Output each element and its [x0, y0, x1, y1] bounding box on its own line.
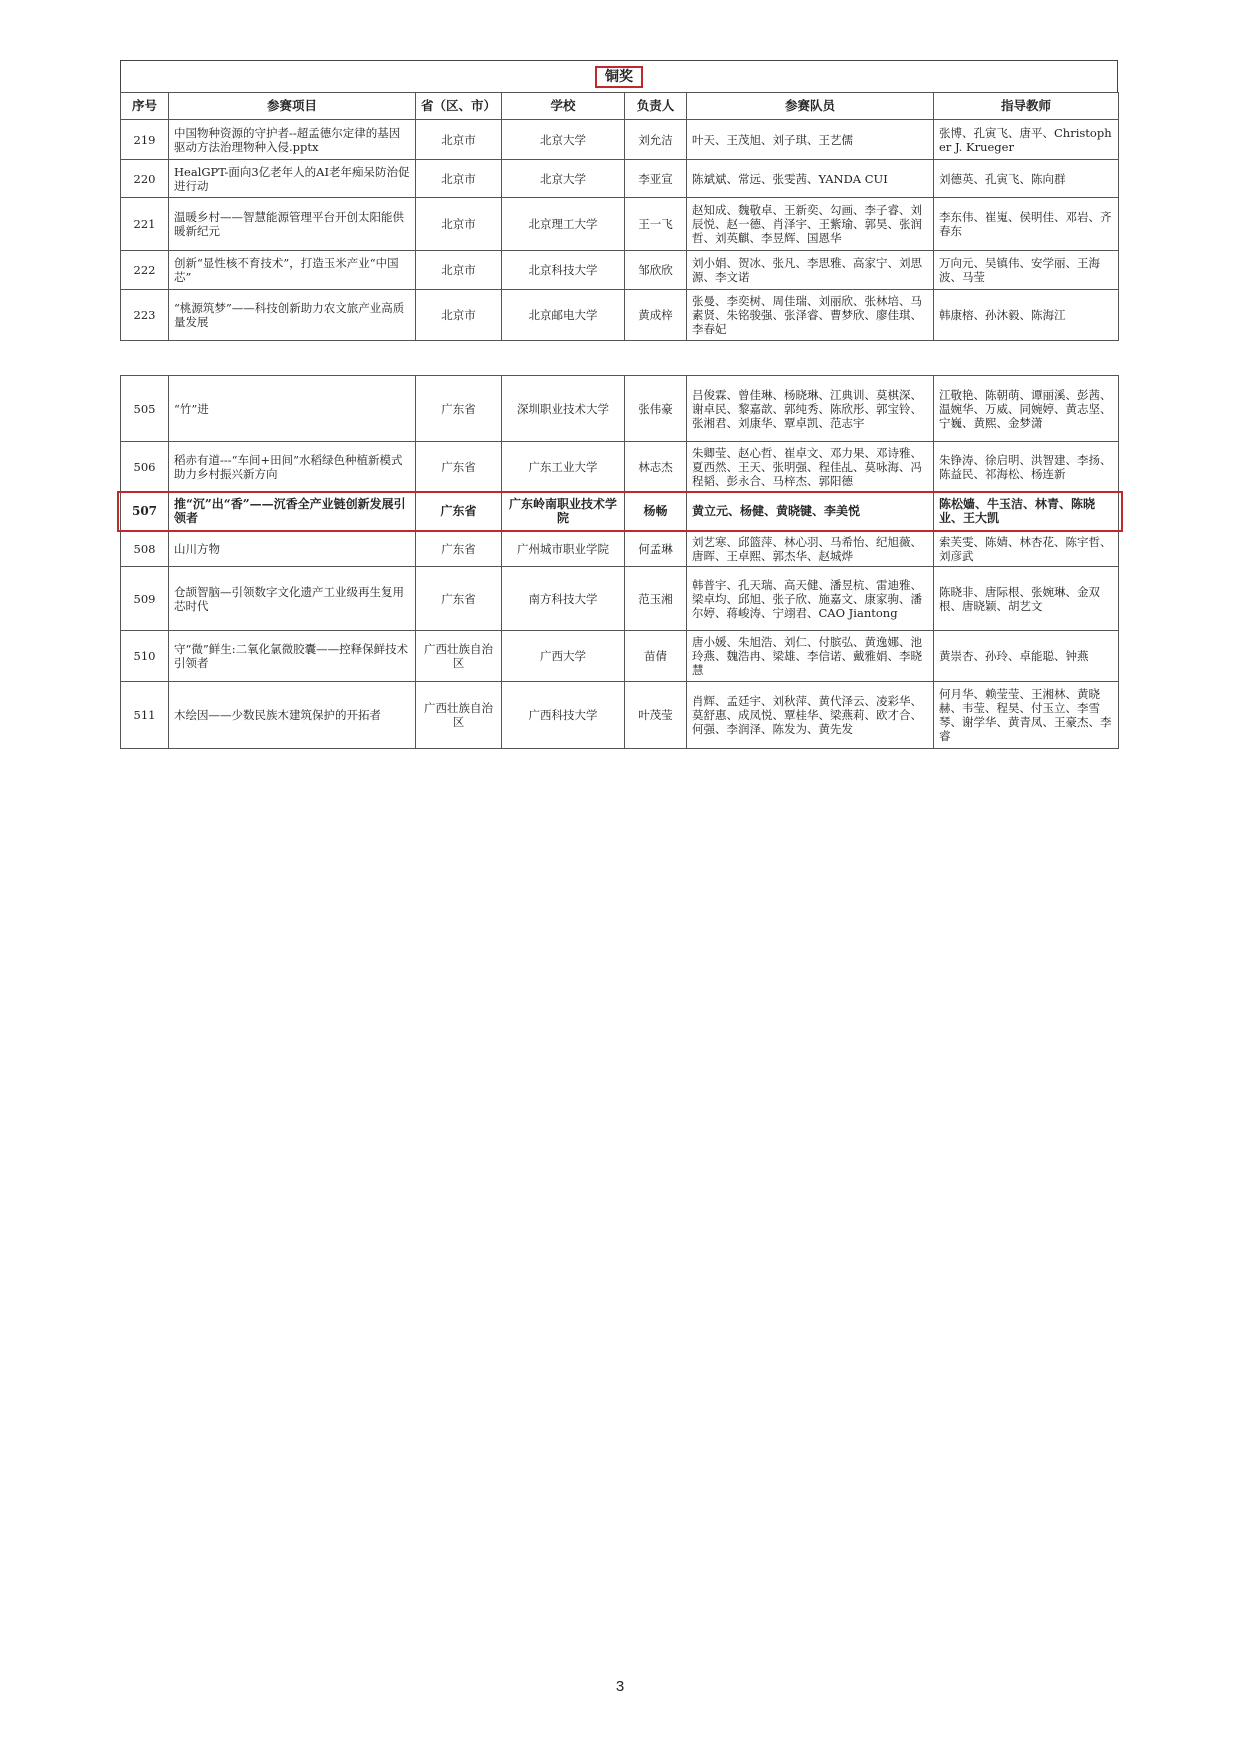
cell-school: 北京大学 — [502, 120, 625, 160]
cell-project: 守“微”鲜生:二氧化氯微胶囊——控释保鲜技术引领者 — [169, 631, 416, 682]
cell-project: 稻赤有道---“车间+田间”水稻绿色种植新模式助力乡村振兴新方向 — [169, 442, 416, 492]
table-row — [121, 290, 1119, 341]
cell-members: 吕俊霖、曾佳琳、杨晓琳、江典训、莫棋深、谢卓民、黎嘉歆、郭纯秀、陈欣彤、郭宝铃、张湘君、刘康华、覃卓凯、范志宇 — [687, 376, 934, 442]
cell-project: “竹”进 — [169, 376, 416, 442]
cell-no: 510 — [121, 631, 169, 682]
cell-school: 广州城市职业学院 — [502, 531, 625, 567]
header-province: 省（区、市） — [416, 93, 502, 120]
header-school: 学校 — [502, 93, 625, 120]
cell-project: 温暖乡村——智慧能源管理平台开创太阳能供暖新纪元 — [169, 198, 416, 251]
cell-no: 220 — [121, 160, 169, 198]
cell-no: 221 — [121, 198, 169, 251]
results-table-1 — [120, 92, 1119, 341]
cell-no: 509 — [121, 567, 169, 631]
cell-leader: 刘允洁 — [625, 120, 687, 160]
cell-province: 广东省 — [416, 442, 502, 492]
cell-members: 陈斌斌、常远、张雯茜、YANDA CUI — [687, 160, 934, 198]
table-row — [121, 631, 1119, 682]
cell-province: 广东省 — [416, 567, 502, 631]
cell-members: 刘小娟、贺冰、张凡、李思雅、高家宁、刘思源、李文诺 — [687, 251, 934, 290]
section-gap — [120, 341, 1118, 375]
table-row — [121, 120, 1119, 160]
cell-members: 朱卿莹、赵心哲、崔卓文、邓力果、邓诗雅、夏西然、王天、张明强、程佳乩、莫咏海、冯程韬、彭永合、马梓杰、郭阳德 — [687, 442, 934, 492]
results-table-2-wrap — [120, 375, 1118, 749]
table-row — [121, 376, 1119, 442]
cell-no: 223 — [121, 290, 169, 341]
cell-school: 广东工业大学 — [502, 442, 625, 492]
cell-province: 广东省 — [416, 531, 502, 567]
cell-members: 韩普宇、孔天瑞、高天健、潘昱杭、雷迪雅、梁卓均、邱旭、张子欣、施嘉文、康家驹、潘尔婷、蒋峻涛、宁翊君、CAO Jiantong — [687, 567, 934, 631]
cell-no: 222 — [121, 251, 169, 290]
cell-members: 黄立元、杨健、黄晓键、李美悦 — [687, 492, 934, 531]
cell-teachers: 何月华、赖莹莹、王湘林、黄晓赫、韦莹、程昊、付玉立、李雪琴、谢学华、黄青凤、王豪杰、李睿 — [934, 682, 1119, 749]
cell-teachers: 朱铮涛、徐启明、洪智建、李扬、陈益民、祁海松、杨连新 — [934, 442, 1119, 492]
cell-province: 北京市 — [416, 290, 502, 341]
cell-province: 广东省 — [416, 376, 502, 442]
cell-province: 北京市 — [416, 160, 502, 198]
cell-members: 赵知成、魏敬卓、王新奕、勾画、李子睿、刘辰悦、赵一德、肖泽宇、王紫瑜、郭昊、张润哲、刘英麒、李昱辉、国恩华 — [687, 198, 934, 251]
table-row — [121, 442, 1119, 492]
cell-teachers: 陈晓非、唐际根、张婉琳、金双根、唐晓颖、胡艺文 — [934, 567, 1119, 631]
cell-leader: 张伟豪 — [625, 376, 687, 442]
header-teachers: 指导教师 — [934, 93, 1119, 120]
cell-province: 北京市 — [416, 120, 502, 160]
cell-province: 广西壮族自治区 — [416, 682, 502, 749]
cell-no: 511 — [121, 682, 169, 749]
cell-teachers: 陈松嫱、牛玉洁、林青、陈晓业、王大凯 — [934, 492, 1119, 531]
cell-leader: 范玉湘 — [625, 567, 687, 631]
cell-teachers: 黄崇杏、孙玲、卓能聪、钟燕 — [934, 631, 1119, 682]
header-members: 参赛队员 — [687, 93, 934, 120]
cell-project: 山川方物 — [169, 531, 416, 567]
cell-project: “桃源筑梦”——科技创新助力农文旅产业高质量发展 — [169, 290, 416, 341]
cell-project: 创新“显性核不育技术”，打造玉米产业“中国芯” — [169, 251, 416, 290]
cell-leader: 叶茂莹 — [625, 682, 687, 749]
cell-province: 北京市 — [416, 251, 502, 290]
cell-leader: 邹欣欣 — [625, 251, 687, 290]
table-header — [121, 93, 1119, 120]
cell-school: 南方科技大学 — [502, 567, 625, 631]
cell-members: 叶天、王茂旭、刘子琪、王艺儒 — [687, 120, 934, 160]
cell-school: 广东岭南职业技术学院 — [502, 492, 625, 531]
cell-province: 广西壮族自治区 — [416, 631, 502, 682]
table-row — [121, 251, 1119, 290]
cell-no: 505 — [121, 376, 169, 442]
cell-no: 508 — [121, 531, 169, 567]
table-row — [121, 160, 1119, 198]
cell-project: 中国物种资源的守护者--超孟德尔定律的基因驱动方法治理物种入侵.pptx — [169, 120, 416, 160]
header-no: 序号 — [121, 93, 169, 120]
table-row — [121, 198, 1119, 251]
header-project: 参赛项目 — [169, 93, 416, 120]
cell-school: 广西科技大学 — [502, 682, 625, 749]
cell-school: 深圳职业技术大学 — [502, 376, 625, 442]
highlighted-row — [121, 492, 1119, 531]
cell-project: 仓颉智脑—引领数字文化遗产工业级再生复用芯时代 — [169, 567, 416, 631]
page-number: 3 — [615, 1678, 625, 1695]
cell-province: 广东省 — [416, 492, 502, 531]
cell-members: 张曼、李奕树、周佳瑞、刘丽欣、张林培、马素贤、朱铭骏强、张泽睿、曹梦欣、廖佳琪、李春妃 — [687, 290, 934, 341]
cell-project: 木绘因——少数民族木建筑保护的开拓者 — [169, 682, 416, 749]
header-leader: 负责人 — [625, 93, 687, 120]
cell-teachers: 江敬艳、陈朝萌、谭丽溪、彭茜、温婉华、万威、同婉婷、黄志坚、宁巍、黄熙、金梦潇 — [934, 376, 1119, 442]
cell-teachers: 韩康榕、孙沐毅、陈海江 — [934, 290, 1119, 341]
cell-teachers: 张博、孔寅飞、唐平、Christopher J. Krueger — [934, 120, 1119, 160]
cell-school: 广西大学 — [502, 631, 625, 682]
cell-project: HealGPT-面向3亿老年人的AI老年痴呆防治促进行动 — [169, 160, 416, 198]
cell-members: 刘艺寒、邱篮萍、林心羽、马希怡、纪旭薇、唐晖、王卓熙、郭杰华、赵城烨 — [687, 531, 934, 567]
award-title-bar — [120, 60, 1118, 92]
results-table-2 — [120, 375, 1119, 749]
cell-no: 507 — [121, 492, 169, 531]
results-sheet — [120, 60, 1118, 749]
table-row — [121, 531, 1119, 567]
cell-province: 北京市 — [416, 198, 502, 251]
award-title: 铜奖 — [595, 66, 643, 88]
cell-school: 北京大学 — [502, 160, 625, 198]
cell-leader: 李亚宣 — [625, 160, 687, 198]
cell-school: 北京科技大学 — [502, 251, 625, 290]
cell-teachers: 李东伟、崔嵬、侯明佳、邓岩、齐春东 — [934, 198, 1119, 251]
cell-school: 北京理工大学 — [502, 198, 625, 251]
cell-no: 219 — [121, 120, 169, 160]
cell-leader: 杨畅 — [625, 492, 687, 531]
cell-leader: 何孟琳 — [625, 531, 687, 567]
cell-teachers: 索芙雯、陈婧、林杏花、陈宇哲、刘彦武 — [934, 531, 1119, 567]
cell-teachers: 刘德英、孔寅飞、陈向群 — [934, 160, 1119, 198]
cell-leader: 苗倩 — [625, 631, 687, 682]
table-row — [121, 682, 1119, 749]
cell-teachers: 万向元、吴镇伟、安学丽、王海波、马莹 — [934, 251, 1119, 290]
cell-school: 北京邮电大学 — [502, 290, 625, 341]
cell-members: 唐小媛、朱旭浩、刘仁、付膑弘、黄逸娜、池玲燕、魏浩冉、梁雄、李信诺、戴雅娟、李晓慧 — [687, 631, 934, 682]
cell-no: 506 — [121, 442, 169, 492]
cell-members: 肖辉、孟廷宇、刘秋萍、黄代泽云、凌彩华、莫舒惠、成凤悦、覃桂华、梁燕莉、欧才合、何强、李润泽、陈发为、黄先发 — [687, 682, 934, 749]
cell-leader: 黄成梓 — [625, 290, 687, 341]
cell-project: 推“沉”出“香”——沉香全产业链创新发展引领者 — [169, 492, 416, 531]
table-row — [121, 567, 1119, 631]
cell-leader: 林志杰 — [625, 442, 687, 492]
cell-leader: 王一飞 — [625, 198, 687, 251]
